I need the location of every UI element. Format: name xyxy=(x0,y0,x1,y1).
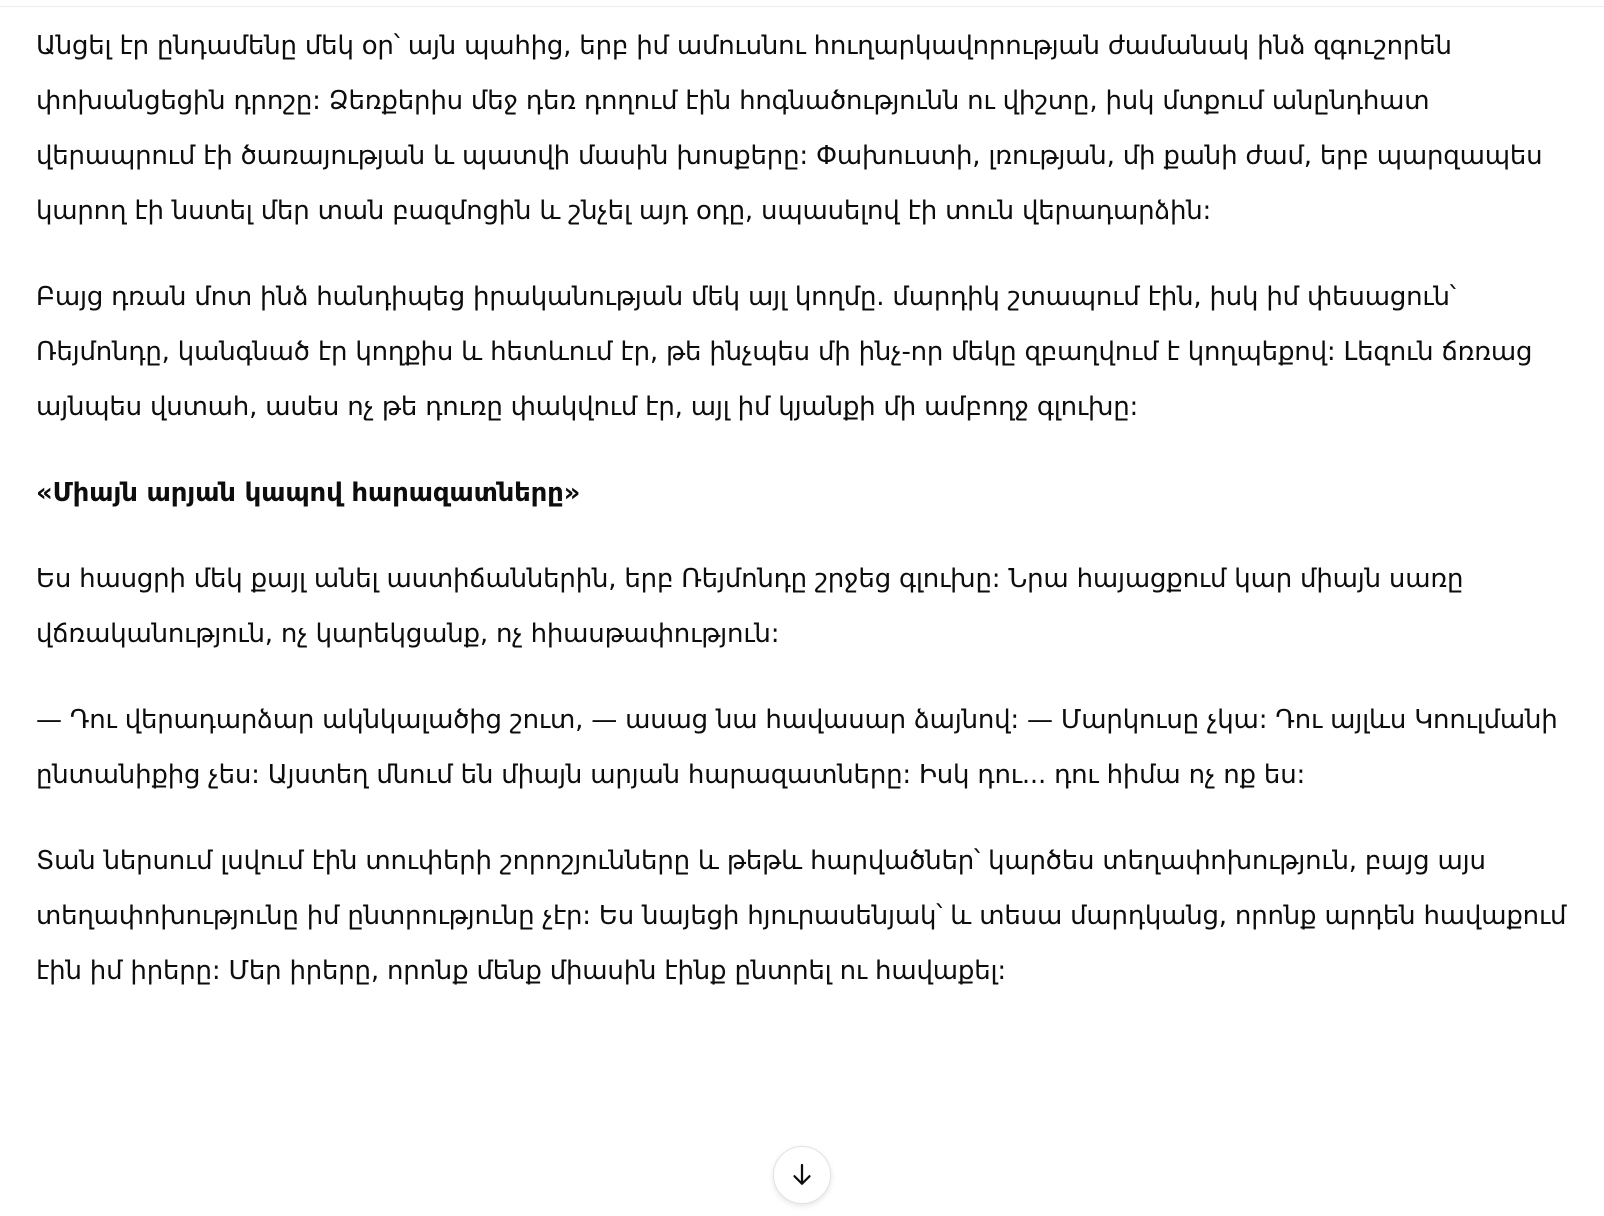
message-content xyxy=(36,19,1576,1030)
arrow-down-icon xyxy=(787,1160,817,1190)
paragraph-5: Տան ներսում լսվում էին տուփերի շորոշյունները և թեթև հարվածներ՝ կարծես տեղափոխություն, բայց այս տեղափոխությունը իմ ընտրությունը չէր: Ես նայեցի հյուրասենյակ՝ և տեսա մարդկանց, որոնք արդեն հավաքում էին իմ իրերը: Մեր իրերը, որոնք մենք միասին էինք ընտրել ու հավաքել: xyxy=(36,846,1567,986)
top-divider xyxy=(0,6,1604,7)
scroll-to-bottom-button[interactable] xyxy=(773,1146,831,1204)
paragraph-1: Անցել էր ընդամենը մեկ օր՝ այն պահից, երբ իմ ամուսնու հուղարկավորության ժամանակ ինձ զգուշորեն փոխանցեցին դրոշը: Ձեռքերիս մեջ դեռ դողում էին հոգնածությունն ու վիշտը, իսկ մտքում անընդհատ վերապրում էի ծառայության և պատվի մասին խոսքերը: Փախուստի, լռության, մի քանի ժամ, երբ պարզապես կարող էի նստել մեր տան բազմոցին և շնչել այդ օդը, սպասելով էի տուն վերադարձին: xyxy=(36,31,1543,226)
paragraph-4: — Դու վերադարձար ակնկալածից շուտ, — ասաց նա հավասար ձայնով: — Մարկուսը չկա: Դու այլևս Կոուլմանի ընտանիքից չես: Այստեղ մնում են միայն արյան հարազատները: Իսկ դու... դու հիմա ոչ ոք ես: xyxy=(36,705,1558,790)
section-heading: «Միայն արյան կապով հարազատները» xyxy=(36,478,581,508)
paragraph-3: Ես հասցրի մեկ քայլ անել աստիճաններին, երբ Ռեյմոնդը շրջեց գլուխը: Նրա հայացքում կար միայն սառը վճռականություն, ոչ կարեկցանք, ոչ հիասթափություն: xyxy=(36,564,1464,649)
paragraph-2: Բայց դռան մոտ ինձ հանդիպեց իրականության մեկ այլ կողմը. մարդիկ շտապում էին, իսկ իմ փեսացուն՝ Ռեյմոնդը, կանգնած էր կողքիս և հետևում էր, թե ինչպես մի ինչ-որ մեկը զբաղվում է կողպեքով: Լեզուն ճռռաց այնպես վստահ, ասես ոչ թե դուռը փակվում էր, այլ իմ կյանքի մի ամբողջ գլուխը: xyxy=(36,282,1533,422)
